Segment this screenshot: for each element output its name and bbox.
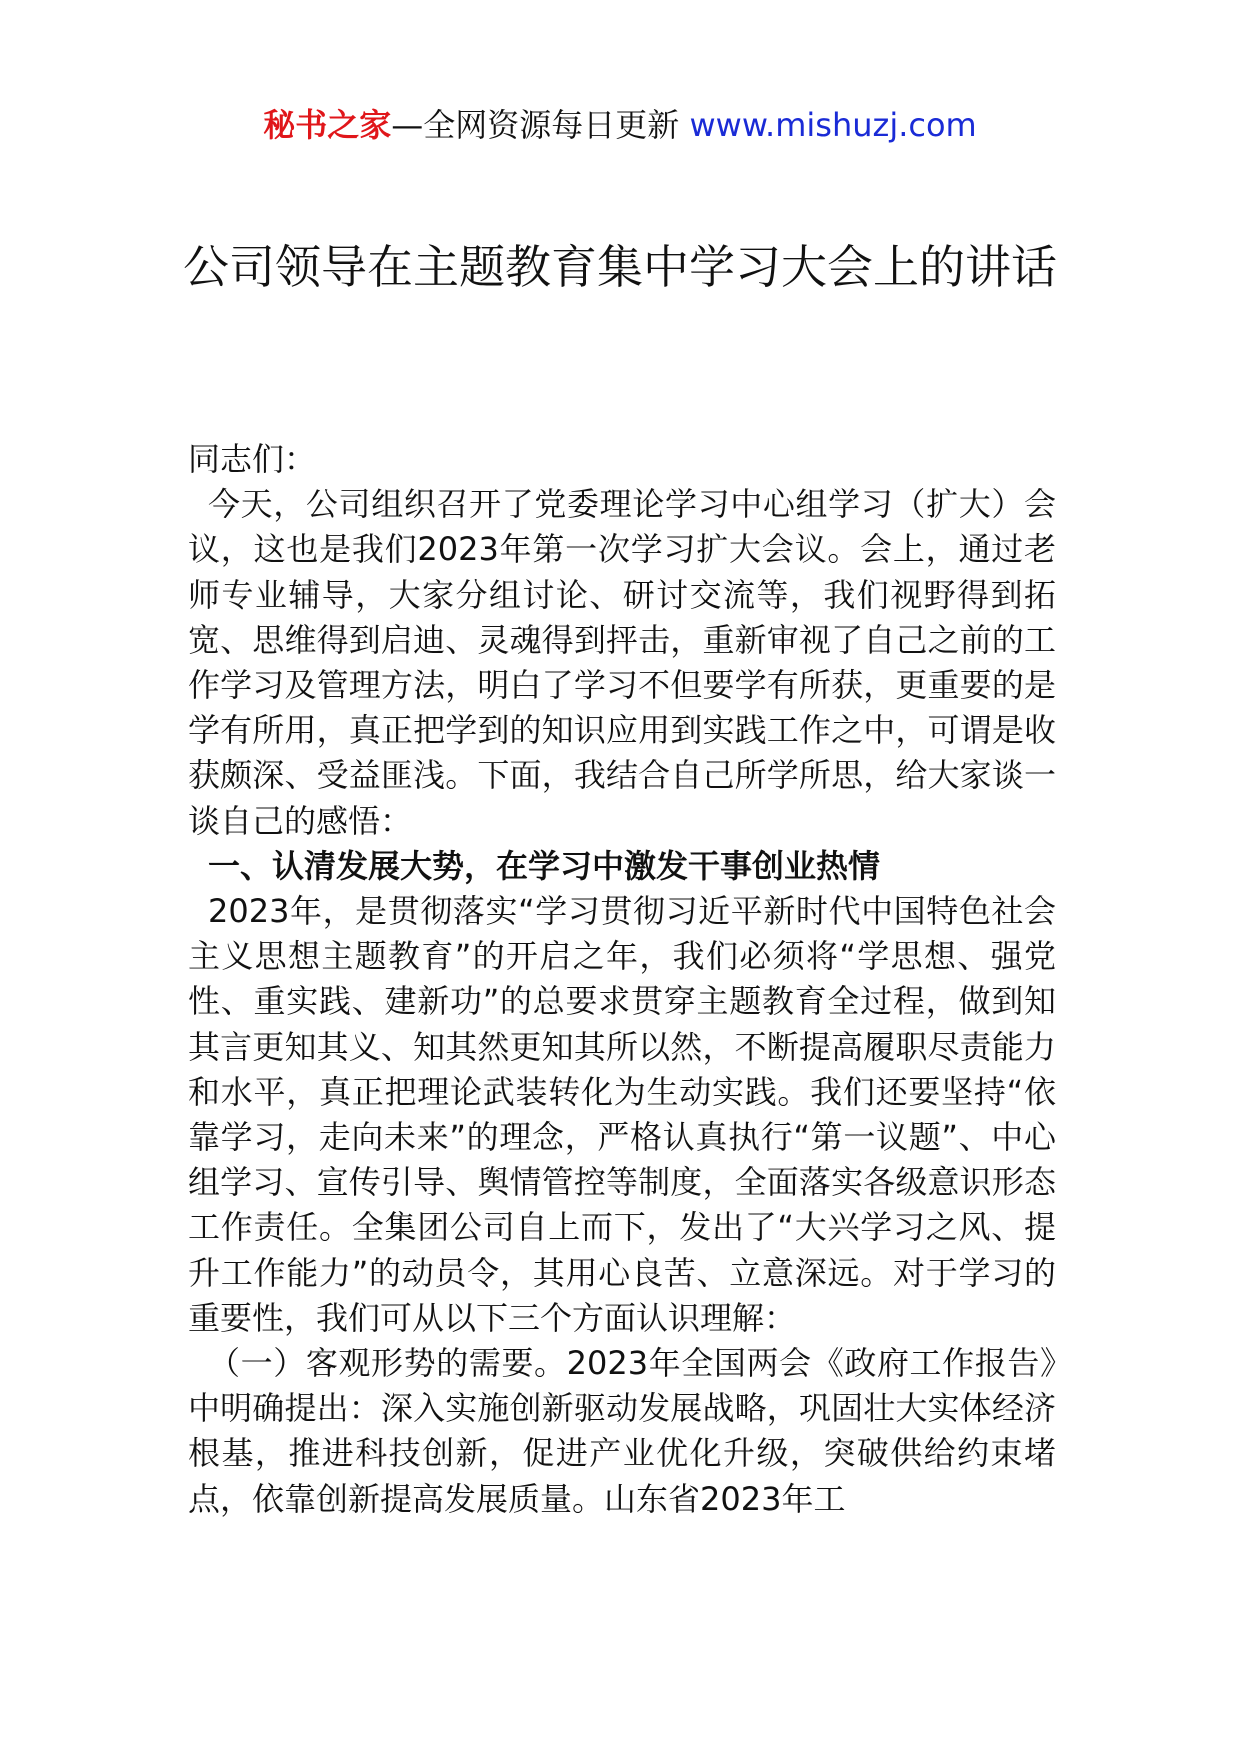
- salutation: 同志们：: [188, 440, 317, 478]
- paragraph-subsection-one: （一）客观形势的需要。2023年全国两会《政府工作报告》中明确提出：深入实施创新驱动发展战略，巩固壮大实体经济根基，推进科技创新，促进产业优化升级，突破供给约束堵点，依靠创新提高发展质量。山东省2023年工: [188, 1344, 1056, 1518]
- document-title: 公司领导在主题教育集中学习大会上的讲话: [183, 240, 1057, 294]
- section-heading: 一、认清发展大势，在学习中激发干事创业热情: [208, 846, 881, 885]
- document-body: [188, 437, 1056, 1522]
- paragraph-intro: 今天，公司组织召开了党委理论学习中心组学习（扩大）会议，这也是我们2023年第一次学习扩大会议。会上，通过老师专业辅导，大家分组讨论、研讨交流等，我们视野得到拓宽、思维得到启迪、灵魂得到抨击，重新审视了自己之前的工作学习及管理方法，明白了学习不但要学有所获，更重要的是学有所用，真正把学到的知识应用到实践工作之中，可谓是收获颇深、受益匪浅。下面，我结合自己所学所思，给大家谈一谈自己的感悟：: [188, 485, 1056, 840]
- paragraph-section-one: 2023年，是贯彻落实“学习贯彻习近平新时代中国特色社会主义思想主题教育”的开启之年，我们必须将“学思想、强党性、重实践、建新功”的总要求贯穿主题教育全过程，做到知其言更知其义、知其然更知其所以然，不断提高履职尽责能力和水平，真正把理论武装转化为生动实践。我们还要坚持“依靠学习，走向未来”的理念，严格认真执行“第一议题”、中心组学习、宣传引导、舆情管控等制度，全面落实各级意识形态工作责任。全集团公司自上而下，发出了“大兴学习之风、提升工作能力”的动员令，其用心良苦、立意深远。对于学习的重要性，我们可从以下三个方面认识理解：: [188, 892, 1056, 1337]
- site-header: [0, 98, 1240, 152]
- site-brand: 秘书之家: [263, 106, 392, 144]
- site-url[interactable]: www.mishuzj.com: [689, 106, 977, 144]
- site-tagline: —全网资源每日更新: [391, 106, 690, 144]
